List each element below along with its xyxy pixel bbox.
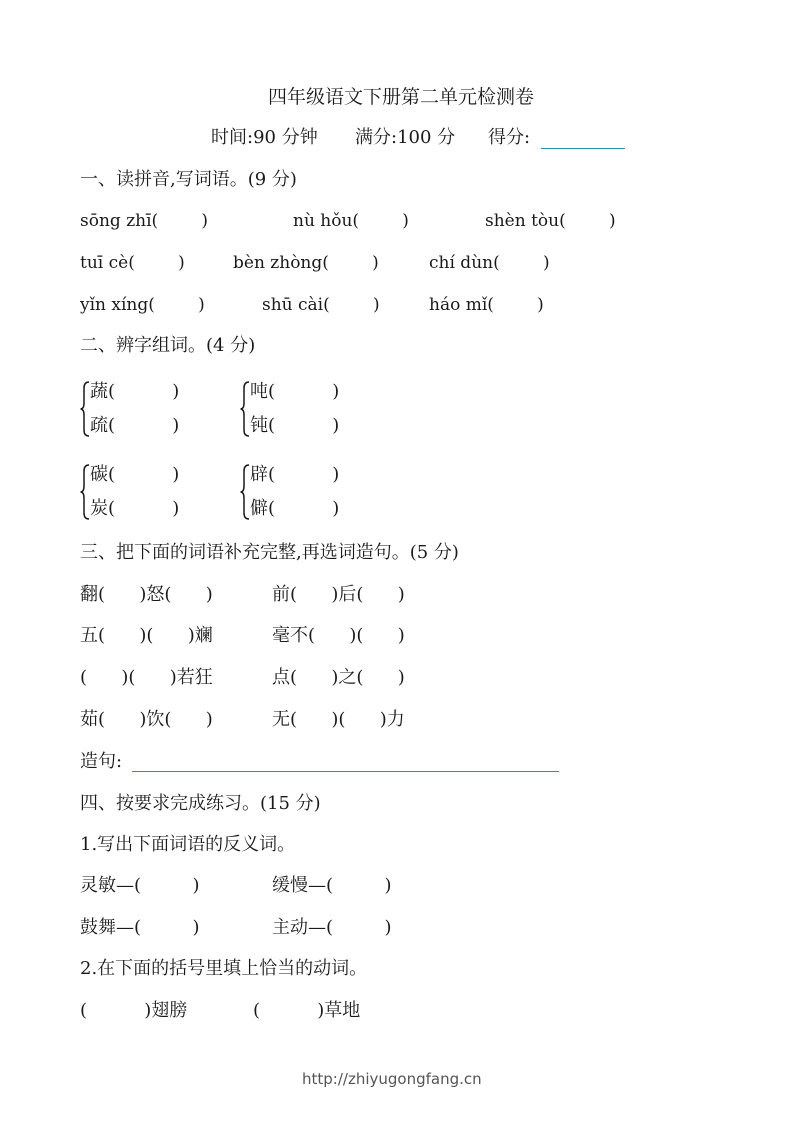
idiom-item[interactable]: 前( )后( ) [272,584,405,605]
antonym-item[interactable]: 主动—( ) [272,917,392,938]
left-brace-icon [80,464,88,520]
sentence-blank[interactable] [132,771,559,772]
char-pair-item[interactable]: 碳( ) [90,464,180,485]
char-pair-item[interactable]: 疏( ) [90,415,180,436]
antonym-item[interactable]: 缓慢—( ) [272,875,392,896]
time-label: 时间:90 分钟 [211,127,318,148]
idiom-item[interactable]: 毫不( )( ) [272,625,405,646]
question-2: 2.在下面的括号里填上恰当的动词。 [80,958,368,979]
idiom-item[interactable]: 无( )( )力 [272,709,405,730]
score-blank[interactable] [541,148,625,149]
char-pair-item[interactable]: 蔬( ) [90,381,180,402]
left-brace-icon [80,381,88,437]
page-title: 四年级语文下册第二单元检测卷 [268,86,535,108]
pinyin-item[interactable]: shèn tòu( ) [485,211,616,231]
pinyin-item[interactable]: yǐn xíng( ) [80,295,205,315]
antonym-item[interactable]: 鼓舞—( ) [80,917,200,938]
idiom-item[interactable]: 翻( )怒( ) [80,584,213,605]
question-1: 1.写出下面词语的反义词。 [80,834,296,855]
pinyin-item[interactable]: tuī cè( ) [80,253,185,273]
sentence-label: 造句: [80,751,123,772]
left-brace-icon [240,464,248,520]
section-3-heading: 三、把下面的词语补充完整,再选词造句。(5 分) [80,542,459,563]
pinyin-item[interactable]: shū cài( ) [262,295,380,315]
antonym-item[interactable]: 灵敏—( ) [80,875,200,896]
verb-item[interactable]: ( )翅膀 [80,1000,188,1021]
section-2-heading: 二、辨字组词。(4 分) [80,335,256,356]
footer-url[interactable]: http://zhiyugongfang.cn [302,1070,482,1088]
char-pair-item[interactable]: 钝( ) [250,415,340,436]
idiom-item[interactable]: 茹( )饮( ) [80,709,213,730]
char-pair-item[interactable]: 炭( ) [90,498,180,519]
char-pair-item[interactable]: 辟( ) [250,464,340,485]
section-1-heading: 一、读拼音,写词语。(9 分) [80,169,297,190]
section-4-heading: 四、按要求完成练习。(15 分) [80,793,321,814]
pinyin-item[interactable]: nù hǒu( ) [293,211,409,231]
idiom-item[interactable]: 点( )之( ) [272,667,405,688]
left-brace-icon [240,381,248,437]
score-label: 得分: [488,127,531,148]
pinyin-item[interactable]: sōng zhī( ) [80,211,209,231]
full-score-label: 满分:100 分 [355,127,456,148]
idiom-item[interactable]: 五( )( )斓 [80,625,213,646]
char-pair-item[interactable]: 吨( ) [250,381,340,402]
idiom-item[interactable]: ( )( )若狂 [80,667,213,688]
verb-item[interactable]: ( )草地 [253,1000,361,1021]
pinyin-item[interactable]: chí dùn( ) [429,253,550,273]
pinyin-item[interactable]: bèn zhòng( ) [233,253,379,273]
char-pair-item[interactable]: 僻( ) [250,498,340,519]
pinyin-item[interactable]: háo mǐ( ) [429,295,544,315]
